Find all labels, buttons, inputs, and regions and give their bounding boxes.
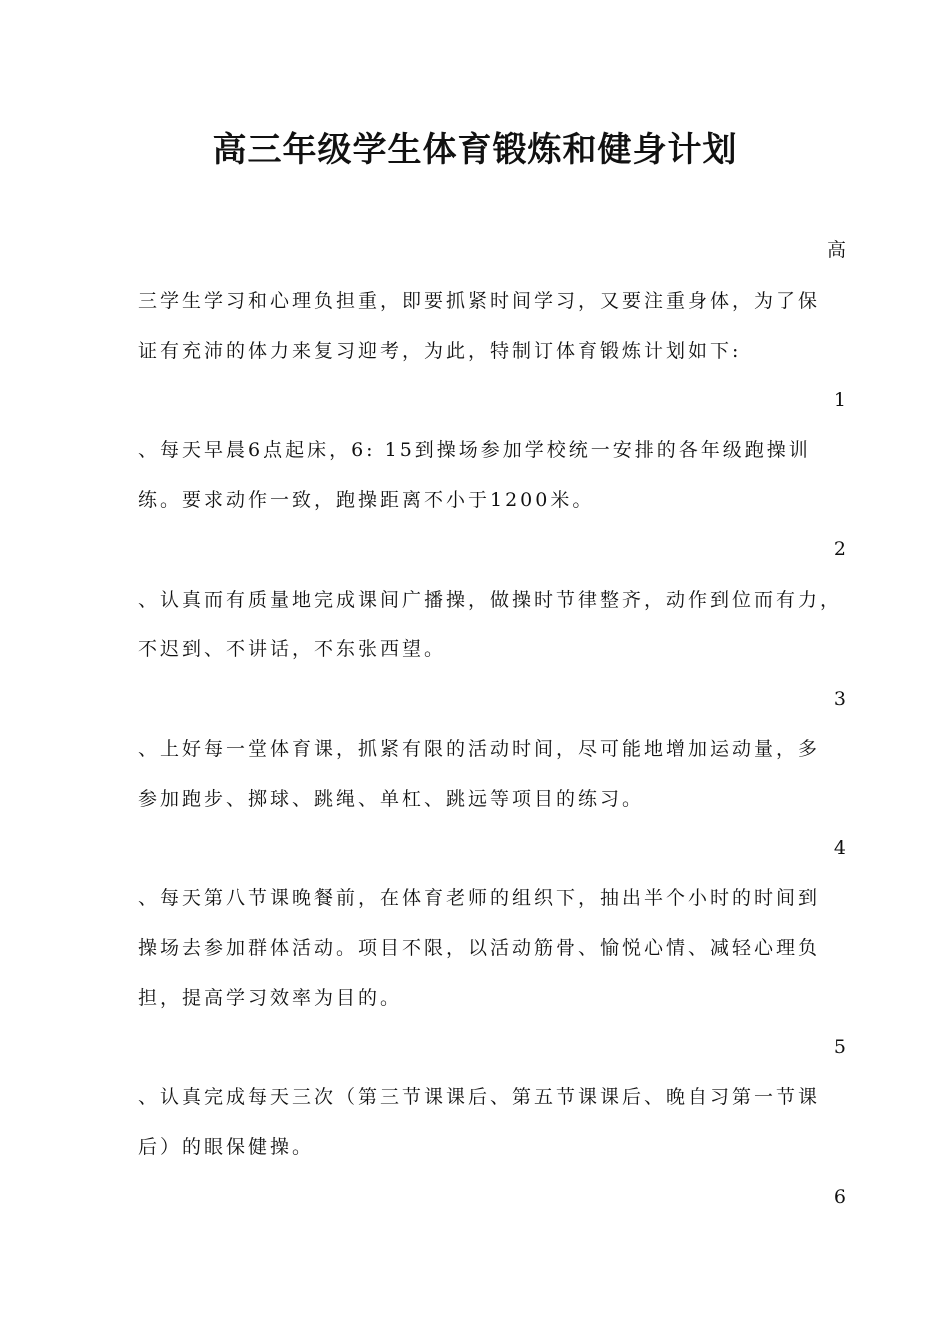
item-4-line-1: 、每天第八节课晚餐前，在体育老师的组织下，抽出半个小时的时间到 <box>138 887 821 909</box>
item-1-line-2: 练。要求动作一致，跑操距离不小于1200米。 <box>138 489 595 511</box>
item-2-line-1: 、认真而有质量地完成课间广播操，做操时节律整齐，动作到位而有力， <box>138 589 843 611</box>
intro-line-2: 证有充沛的体力来复习迎考，为此，特制订体育锻炼计划如下: <box>138 340 742 362</box>
item-2-line-2: 不迟到、不讲话，不东张西望。 <box>138 638 447 660</box>
item-1-number: 1 <box>833 389 846 411</box>
item-3-line-2: 参加跑步、掷球、跳绳、单杠、跳远等项目的练习。 <box>138 788 645 810</box>
document-title: 高三年级学生体育锻炼和健身计划 <box>212 130 738 170</box>
intro-line-1: 三学生学习和心理负担重，即要抓紧时间学习，又要注重身体，为了保 <box>138 290 821 312</box>
intro-marker: 高 <box>826 239 846 261</box>
item-4-line-3: 担，提高学习效率为目的。 <box>138 987 403 1009</box>
item-1-line-1: 、每天早晨6点起床，6: 15到操场参加学校统一安排的各年级跑操训 <box>138 439 811 461</box>
item-5-number: 5 <box>833 1036 846 1058</box>
item-4-line-2: 操场去参加群体活动。项目不限，以活动筋骨、愉悦心情、减轻心理负 <box>138 937 821 959</box>
item-3-number: 3 <box>833 688 846 710</box>
item-4-number: 4 <box>833 837 846 859</box>
item-3-line-1: 、上好每一堂体育课，抓紧有限的活动时间，尽可能地增加运动量，多 <box>138 738 821 760</box>
item-2-number: 2 <box>833 538 846 560</box>
item-5-line-2: 后）的眼保健操。 <box>138 1136 315 1158</box>
item-5-line-1: 、认真完成每天三次（第三节课课后、第五节课课后、晚自习第一节课 <box>138 1086 821 1108</box>
item-6-number: 6 <box>833 1186 846 1208</box>
